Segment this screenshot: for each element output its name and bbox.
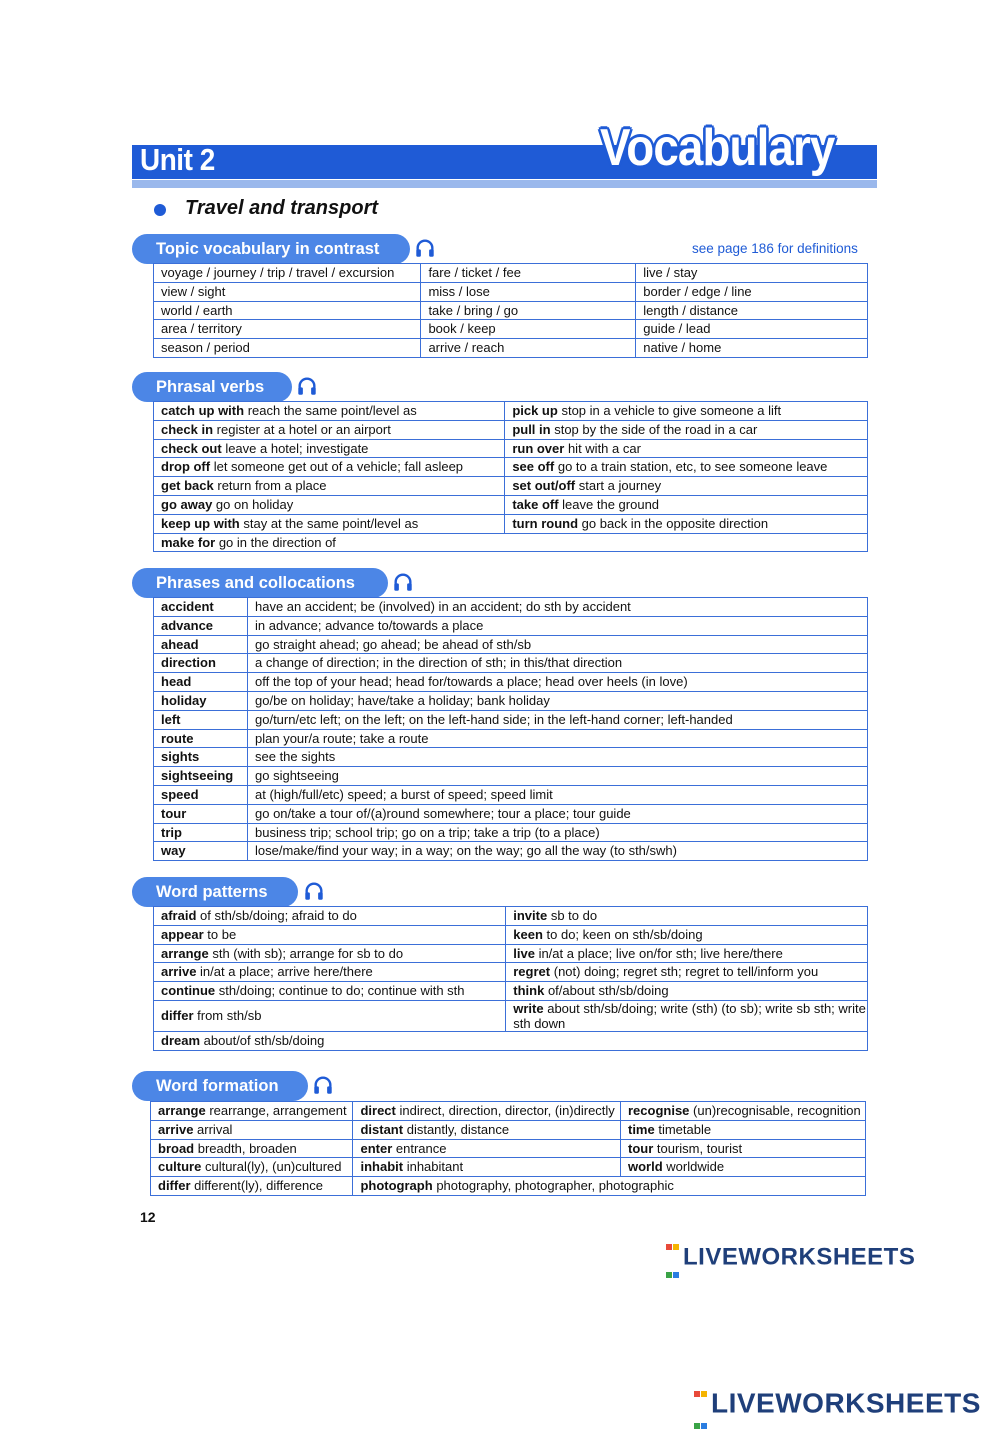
headword: run over (512, 440, 565, 456)
section-tab-phrasal-verbs: Phrasal verbs (132, 372, 292, 402)
table-cell (154, 339, 421, 358)
definition: in/at a place; arrive here/there (200, 964, 373, 980)
definition: stay at the same point/level as (243, 515, 419, 531)
definition: about/of sth/sb/doing (203, 1032, 325, 1048)
headword: head (161, 674, 192, 690)
table-cell (248, 635, 868, 654)
definition: indirect, direction, director, (in)directly (399, 1103, 615, 1118)
cell-text: a change of direction; in the direction of sth; in this/that direction (255, 655, 623, 671)
table-cell (154, 729, 248, 748)
definition: of/about sth/sb/doing (547, 983, 669, 999)
cell-text: native / home (643, 340, 722, 356)
definition: sth/doing; continue to do; continue with sth (218, 983, 465, 999)
table-cell (154, 533, 868, 552)
definition: go to a train station, etc, to see someone leave (557, 459, 828, 475)
headword: direct (360, 1103, 396, 1118)
table-row (154, 842, 868, 861)
table-row (154, 282, 868, 301)
table-row (154, 1000, 868, 1031)
table-row (154, 339, 868, 358)
table-cell (248, 729, 868, 748)
headword: turn round (512, 515, 579, 531)
table-cell (154, 823, 248, 842)
table-cell (151, 1158, 353, 1177)
table-cell (636, 320, 868, 339)
cell-text: see the sights (255, 749, 336, 765)
definitions-reference: see page 186 for definitions (692, 241, 858, 256)
cell-text: area / territory (161, 321, 242, 337)
table-row (154, 598, 868, 617)
table-cell (154, 1000, 506, 1031)
table-row (154, 439, 868, 458)
headword: distant (360, 1121, 404, 1137)
cell-text: go/turn/etc left; on the left; on the left-hand side; in the left-hand corner; left-handed (255, 711, 733, 727)
table-row (154, 804, 868, 823)
table-cell (421, 339, 636, 358)
table-cell (154, 767, 248, 786)
headphones-icon[interactable] (392, 571, 414, 593)
table-cell (505, 477, 868, 496)
definition: reach the same point/level as (247, 403, 417, 418)
cell-text: live / stay (643, 265, 698, 280)
headword: live (513, 945, 535, 961)
definition: photography, photographer, photographic (436, 1178, 674, 1194)
table-row (154, 944, 868, 963)
definition: worldwide (666, 1159, 725, 1175)
table-cell (506, 1000, 868, 1031)
headword: inhabit (360, 1159, 404, 1175)
definition: return from a place (217, 478, 327, 494)
page-title: Vocabulary (600, 119, 835, 177)
table-cell (154, 748, 248, 767)
headword: culture (158, 1159, 202, 1175)
table-row (154, 514, 868, 533)
table-cell (154, 616, 248, 635)
table-cell (154, 514, 505, 533)
headphones-icon[interactable] (414, 237, 436, 259)
table-row (154, 477, 868, 496)
headword: see off (512, 459, 555, 475)
table-cell (636, 301, 868, 320)
headphones-icon[interactable] (312, 1074, 334, 1096)
definition: cultural(ly), (un)cultured (204, 1159, 342, 1175)
table-cell (353, 1102, 621, 1121)
definition: let someone get out of a vehicle; fall asleep (213, 459, 464, 475)
unit-label: Unit 2 (140, 142, 215, 177)
table-row (154, 616, 868, 635)
definition: breadth, broaden (197, 1140, 297, 1156)
headword: tour (627, 1140, 654, 1156)
headword: enter (360, 1140, 393, 1156)
table-row (154, 320, 868, 339)
table-row (154, 710, 868, 729)
table-cell (421, 301, 636, 320)
headword: differ (158, 1178, 191, 1194)
table-cell (505, 420, 868, 439)
table-cell (620, 1102, 865, 1121)
cell-text: length / distance (643, 302, 738, 318)
table-cell (506, 944, 868, 963)
headphones-icon[interactable] (296, 375, 318, 397)
table-cell (506, 963, 868, 982)
table-cell (154, 907, 506, 926)
table-cell (505, 458, 868, 477)
headword: sights (161, 749, 200, 765)
topic-heading (155, 197, 378, 220)
topic-heading-text: Travel and transport (185, 197, 379, 219)
table-row (154, 925, 868, 944)
cell-text: go straight ahead; go ahead; be ahead of sth/sb (255, 636, 532, 652)
headword: catch up with (161, 403, 245, 418)
table-cell (421, 264, 636, 283)
table-cell (154, 402, 505, 421)
table-cell (154, 842, 248, 861)
table-cell (151, 1102, 353, 1121)
headword: recognise (627, 1103, 690, 1118)
definition: arrival (197, 1121, 233, 1137)
headword: advance (161, 617, 214, 633)
table-cell (154, 925, 506, 944)
table-row (154, 748, 868, 767)
definition: tourism, tourist (656, 1140, 743, 1156)
cell-text: arrive / reach (428, 340, 505, 356)
headword: tour (161, 805, 187, 821)
watermark-logo (694, 1373, 981, 1437)
word-patterns-table (153, 906, 868, 1051)
table-cell (154, 495, 505, 514)
table-cell (154, 598, 248, 617)
cell-text: go on/take a tour of/(a)round somewhere; tour a place; tour guide (255, 805, 631, 821)
table-row (154, 1031, 868, 1050)
table-cell (248, 710, 868, 729)
headword: get back (161, 478, 214, 494)
cell-text: business trip; school trip; go on a trip; take a trip (to a place) (255, 824, 600, 840)
table-cell (154, 804, 248, 823)
table-cell (636, 339, 868, 358)
section-tab-word-patterns: Word patterns (132, 877, 298, 907)
definition: start a journey (578, 478, 662, 494)
topic-vocabulary-table (153, 263, 868, 358)
definition: to do; keen on sth/sb/doing (546, 926, 703, 942)
headword: take off (512, 496, 559, 512)
table-cell (151, 1177, 353, 1196)
table-cell (154, 1031, 868, 1050)
table-row (151, 1102, 866, 1121)
table-cell (505, 514, 868, 533)
table-cell (151, 1120, 353, 1139)
headword: accident (161, 599, 214, 614)
logo-squares-icon (694, 1373, 708, 1437)
cell-text: miss / lose (428, 283, 490, 299)
table-cell (248, 673, 868, 692)
table-cell (154, 458, 505, 477)
headword: set out/off (512, 478, 576, 494)
table-cell (353, 1120, 621, 1139)
table-cell (248, 748, 868, 767)
table-cell (248, 616, 868, 635)
headword: check out (161, 440, 222, 456)
table-cell (248, 767, 868, 786)
logo-squares-icon (666, 1230, 680, 1286)
table-row (154, 982, 868, 1001)
table-cell (154, 439, 505, 458)
table-row (154, 495, 868, 514)
table-row (154, 301, 868, 320)
table-row (151, 1120, 866, 1139)
table-cell (506, 925, 868, 944)
headword: direction (161, 655, 216, 671)
table-cell (505, 495, 868, 514)
headword: arrive (158, 1121, 194, 1137)
table-cell (154, 654, 248, 673)
section-tab-topic-vocabulary: Topic vocabulary in contrast (132, 234, 410, 264)
cell-text: go sightseeing (255, 768, 339, 784)
table-cell (248, 804, 868, 823)
headword: photograph (360, 1178, 433, 1194)
table-cell (636, 282, 868, 301)
definition: different(ly), difference (194, 1178, 323, 1194)
table-row (151, 1158, 866, 1177)
table-cell (248, 823, 868, 842)
table-row (154, 420, 868, 439)
headword: arrive (161, 964, 197, 980)
table-row (154, 729, 868, 748)
table-row (154, 654, 868, 673)
page-number: 12 (140, 1209, 156, 1225)
headword: pick up (512, 403, 558, 418)
table-cell (421, 282, 636, 301)
cell-text: world / earth (161, 302, 233, 318)
headword: left (161, 711, 181, 727)
table-cell (248, 842, 868, 861)
table-cell (248, 598, 868, 617)
headword: time (627, 1121, 655, 1137)
table-cell (248, 785, 868, 804)
headword: arrange (161, 945, 209, 961)
table-row (154, 767, 868, 786)
headword: make for (161, 534, 216, 550)
cell-text: border / edge / line (643, 283, 752, 299)
word-formation-table (150, 1101, 866, 1196)
table-cell (154, 301, 421, 320)
headword: sightseeing (161, 768, 234, 784)
cell-text: view / sight (161, 283, 226, 299)
table-cell (505, 402, 868, 421)
table-cell (154, 785, 248, 804)
table-cell (154, 673, 248, 692)
cell-text: off the top of your head; head for/towards a place; head over heels (in love) (255, 674, 688, 690)
cell-text: lose/make/find your way; in a way; on the way; go all the way (to sth/swh) (255, 843, 677, 859)
table-cell (154, 982, 506, 1001)
headword: trip (161, 824, 182, 840)
table-row (154, 785, 868, 804)
table-cell (620, 1158, 865, 1177)
watermark-text: LIVEWORKSHEETS (683, 1243, 916, 1271)
cell-text: plan your/a route; take a route (255, 730, 429, 746)
table-cell (154, 691, 248, 710)
headword: check in (161, 421, 214, 437)
table-cell (506, 907, 868, 926)
table-cell (353, 1139, 621, 1158)
cell-text: at (high/full/etc) speed; a burst of speed; speed limit (255, 786, 553, 802)
definition: go on holiday (215, 496, 294, 512)
cell-text: guide / lead (643, 321, 711, 337)
definition: from sth/sb (197, 1008, 262, 1024)
header-underline (132, 180, 877, 188)
definition: distantly, distance (406, 1121, 510, 1137)
phrases-collocations-table (153, 597, 868, 861)
headword: drop off (161, 459, 211, 475)
cell-text: take / bring / go (428, 302, 519, 318)
cell-text: in advance; advance to/towards a place (255, 617, 484, 633)
table-row (154, 458, 868, 477)
definition: to be (207, 926, 237, 942)
table-cell (353, 1158, 621, 1177)
headword: go away (161, 496, 213, 512)
table-cell (353, 1177, 866, 1196)
table-cell (421, 320, 636, 339)
headword: holiday (161, 692, 207, 708)
table-cell (620, 1120, 865, 1139)
definition: leave a hotel; investigate (225, 440, 369, 456)
table-cell (154, 264, 421, 283)
table-cell (620, 1139, 865, 1158)
headword: way (161, 843, 186, 859)
definition: inhabitant (406, 1159, 464, 1175)
definition: (not) doing; regret sth; regret to tell/inform you (553, 964, 819, 980)
table-cell (248, 654, 868, 673)
headword: route (161, 730, 194, 746)
table-row (151, 1177, 866, 1196)
table-row (154, 691, 868, 710)
headword: appear (161, 926, 204, 942)
table-cell (154, 944, 506, 963)
headword: pull in (512, 421, 551, 437)
headword: differ (161, 1008, 194, 1024)
phrasal-verbs-table (153, 401, 868, 552)
headword: dream (161, 1032, 201, 1048)
definition: stop in a vehicle to give someone a lift (561, 403, 782, 418)
table-row (154, 963, 868, 982)
table-cell (154, 710, 248, 729)
definition: about sth/sb/doing; write (sth) (to sb); write sb sth; write sth down (513, 1000, 866, 1031)
table-cell (154, 963, 506, 982)
section-tab-phrases-collocations: Phrases and collocations (132, 568, 388, 598)
definition: sb to do (550, 908, 598, 923)
headword: ahead (161, 636, 199, 652)
headword: invite (513, 908, 548, 923)
definition: go in the direction of (218, 534, 336, 550)
table-cell (248, 691, 868, 710)
headword: keen (513, 926, 543, 942)
cell-text: have an accident; be (involved) in an accident; do sth by accident (255, 599, 631, 614)
table-row (154, 402, 868, 421)
table-cell (505, 439, 868, 458)
watermark-text: LIVEWORKSHEETS (711, 1387, 981, 1419)
table-cell (154, 320, 421, 339)
headphones-icon[interactable] (303, 880, 325, 902)
table-cell (151, 1139, 353, 1158)
definition: leave the ground (562, 496, 660, 512)
definition: timetable (658, 1121, 712, 1137)
cell-text: voyage / journey / trip / travel / excursion (161, 265, 395, 280)
table-cell (154, 282, 421, 301)
cell-text: fare / ticket / fee (428, 265, 521, 280)
headword: write (513, 1000, 544, 1016)
definition: register at a hotel or an airport (216, 421, 391, 437)
cell-text: go/be on holiday; have/take a holiday; bank holiday (255, 692, 550, 708)
headword: continue (161, 983, 216, 999)
table-row (151, 1139, 866, 1158)
headword: world (627, 1159, 663, 1175)
headword: regret (513, 964, 551, 980)
table-row (154, 673, 868, 692)
section-tab-word-formation: Word formation (132, 1071, 308, 1101)
table-row (154, 264, 868, 283)
definition: go back in the opposite direction (581, 515, 769, 531)
definition: (un)recognisable, recognition (693, 1103, 861, 1118)
cell-text: book / keep (428, 321, 496, 337)
headword: speed (161, 786, 199, 802)
headword: keep up with (161, 515, 240, 531)
table-cell (154, 477, 505, 496)
table-row (154, 533, 868, 552)
watermark-logo (666, 1230, 915, 1286)
table-row (154, 823, 868, 842)
headword: arrange (158, 1103, 206, 1118)
definition: hit with a car (567, 440, 641, 456)
definition: stop by the side of the road in a car (554, 421, 758, 437)
cell-text: season / period (161, 340, 250, 356)
table-cell (154, 635, 248, 654)
headword: think (513, 983, 545, 999)
definition: rearrange, arrangement (209, 1103, 347, 1118)
table-cell (154, 420, 505, 439)
definition: in/at a place; live on/for sth; live here/there (538, 945, 783, 961)
headword: broad (158, 1140, 195, 1156)
definition: sth (with sb); arrange for sb to do (212, 945, 404, 961)
headword: afraid (161, 908, 197, 923)
table-row (154, 635, 868, 654)
definition: of sth/sb/doing; afraid to do (200, 908, 357, 923)
table-cell (636, 264, 868, 283)
definition: entrance (395, 1140, 447, 1156)
table-cell (506, 982, 868, 1001)
table-row (154, 907, 868, 926)
